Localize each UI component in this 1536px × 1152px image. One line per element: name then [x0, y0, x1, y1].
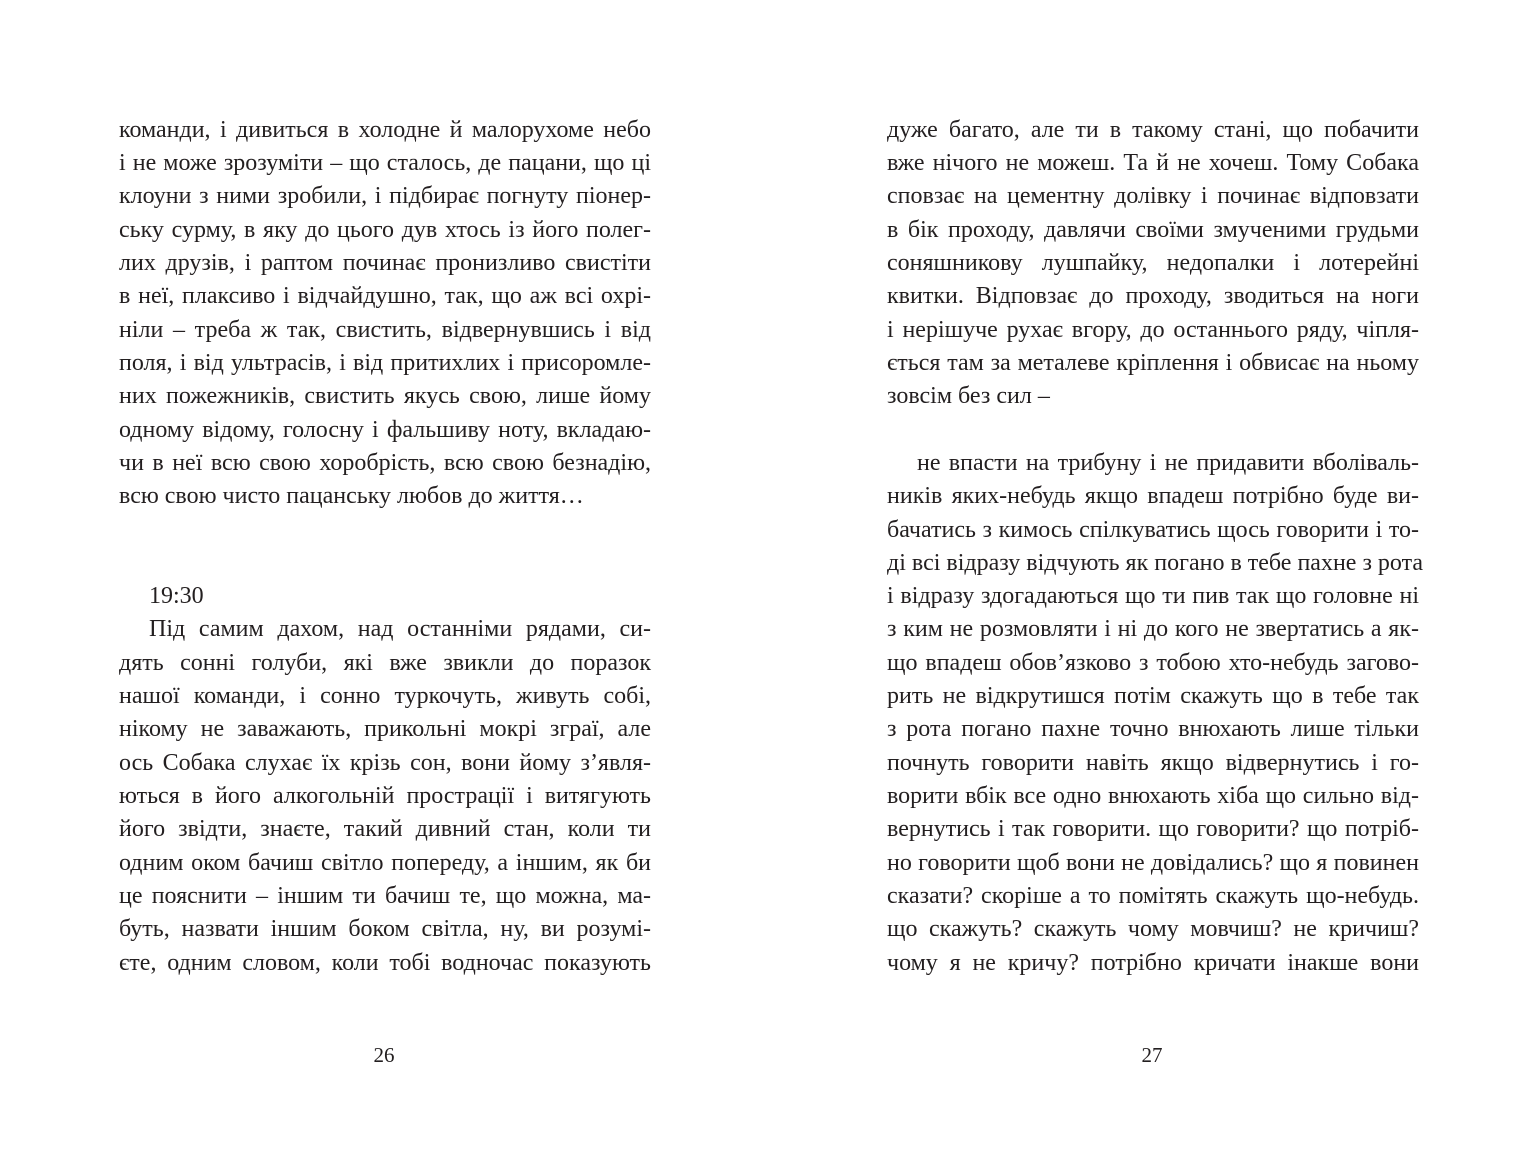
text-line: поля, і від ультрасів, і від притихлих і присоромле- [119, 350, 651, 376]
text-line: бачатись з кимось спілкуватись щось говорити і то- [887, 517, 1419, 543]
text-line: лих друзів, і раптом починає пронизливо свистіти [119, 250, 651, 276]
text-line: команди, і дивиться в холодне й малорухоме небо [119, 117, 651, 143]
text-line: в бік проходу, давлячи своїми змученими грудьми [887, 217, 1419, 243]
text-line: зовсім без сил – [887, 383, 1050, 409]
text-line: дуже багато, але ти в такому стані, що побачити [887, 117, 1419, 143]
text-line: одному відому, голосну і фальшиву ноту, вкладаю- [119, 417, 651, 443]
text-line: ді всі відразу відчують як погано в тебе пахне з рота [887, 550, 1424, 576]
text-line: дять сонні голуби, які вже звикли до поразок [119, 650, 651, 676]
text-line: з рота погано пахне точно внюхають лише тільки [887, 716, 1419, 742]
text-line: його звідти, знаєте, такий дивний стан, коли ти [119, 816, 651, 842]
text-line: ється там за металеве кріплення і обвисає на ньому [887, 350, 1419, 376]
text-line: одним оком бачиш світло попереду, а іншим, як би [119, 850, 651, 876]
text-line: чи в неї всю свою хоробрість, всю свою безнадію, [119, 450, 651, 476]
text-line: що впадеш обов’язково з тобою хто-небудь загово- [887, 650, 1419, 676]
text-line: і відразу здогадаються що ти пив так що головне ні [887, 583, 1419, 609]
text-line: сповзає на цементну долівку і починає відповзати [887, 183, 1419, 209]
page-number: 27 [1141, 1043, 1163, 1067]
text-line: і нерішуче рухає вгору, до останнього ряду, чіпля- [887, 317, 1419, 343]
text-line: них пожежників, свистить якусь свою, лише йому [119, 383, 651, 409]
text-line: нікому не заважають, прикольні мокрі зграї, але [119, 716, 651, 742]
time-heading: 19:30 [149, 583, 204, 609]
text-line: це пояснити – іншим ти бачиш те, що можна, ма- [119, 883, 651, 909]
text-line: не впасти на трибуну і не придавити вболіваль- [917, 450, 1419, 476]
text-line: ську сурму, в яку до цього дув хтось із його полег- [119, 217, 651, 243]
text-line: всю свою чисто пацанську любов до життя… [119, 483, 584, 509]
text-line: нашої команди, і сонно туркочуть, живуть собі, [119, 683, 651, 709]
text-line: соняшникову лушпайку, недопалки і лотерейні [887, 250, 1419, 276]
text-line: Під самим дахом, над останніми рядами, си- [149, 616, 651, 642]
text-line: ються в його алкогольній прострації і витягують [119, 783, 651, 809]
text-line: вернутись і так говорити. що говорити? що потріб- [887, 816, 1419, 842]
text-line: ворити вбік все одно внюхають хіба що сильно від- [887, 783, 1419, 809]
text-line: з ким не розмовляти і ні до кого не звертатись а як- [887, 616, 1419, 642]
text-line: клоуни з ними зробили, і підбирає погнуту піонер- [119, 183, 651, 209]
text-line: рить не відкрутишся потім скажуть що в тебе так [887, 683, 1419, 709]
text-line: вже нічого не можеш. Та й не хочеш. Тому Собака [887, 150, 1419, 176]
text-line: чому я не кричу? потрібно кричати інакше вони [887, 950, 1419, 976]
text-line: буть, назвати іншим боком світла, ну, ви розумі- [119, 916, 651, 942]
text-line: сказати? скоріше а то помітять скажуть що-небудь. [887, 883, 1419, 909]
text-line: ніли – треба ж так, свистить, відвернувшись і від [119, 317, 651, 343]
text-line: в неї, плаксиво і відчайдушно, так, що аж всі охрі- [119, 283, 651, 309]
text-line: і не може зрозуміти – що сталось, де пацани, що ці [119, 150, 651, 176]
text-line: но говорити щоб вони не довідались? що я повинен [887, 850, 1419, 876]
text-line: єте, одним словом, коли тобі водночас показують [119, 950, 651, 976]
text-line: що скажуть? скажуть чому мовчиш? не кричиш? [887, 916, 1419, 942]
text-line: ників яких-небудь якщо впадеш потрібно буде ви- [887, 483, 1419, 509]
text-line: ось Собака слухає їх крізь сон, вони йому з’явля- [119, 750, 651, 776]
text-line: почнуть говорити навіть якщо відвернутись і го- [887, 750, 1419, 776]
text-line: квитки. Відповзає до проходу, зводиться на ноги [887, 283, 1419, 309]
page-number: 26 [373, 1043, 395, 1067]
right-page [768, 0, 1536, 1152]
